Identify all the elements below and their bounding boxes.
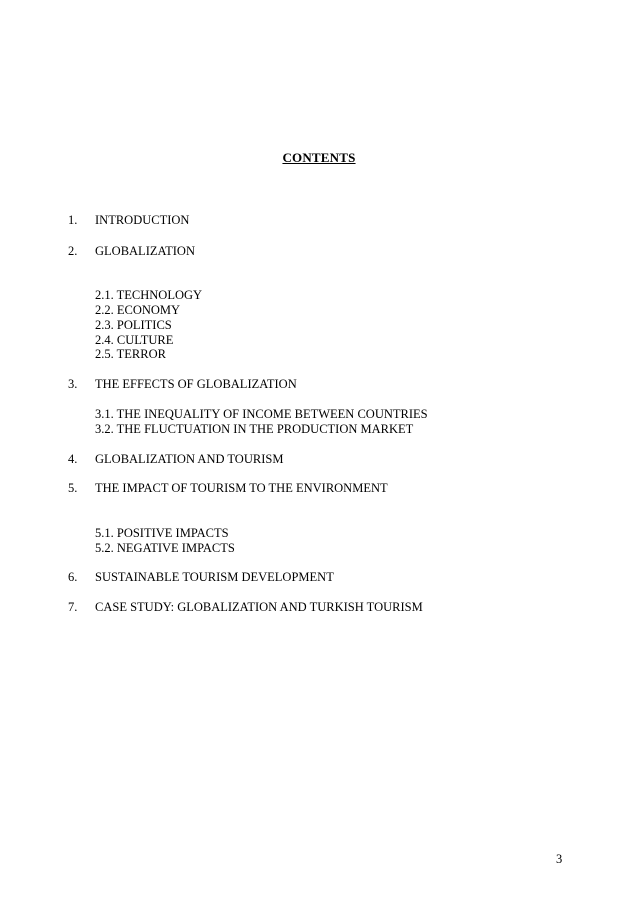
toc-subentry-2-4: 2.4. CULTURE [95, 333, 174, 347]
toc-subentry-2-5: 2.5. TERROR [95, 347, 166, 361]
toc-entry-number: 3. [68, 377, 78, 391]
toc-entry-label: SUSTAINABLE TOURISM DEVELOPMENT [95, 570, 334, 584]
toc-subentry-2-1: 2.1. TECHNOLOGY [95, 288, 203, 302]
toc-entry-4 [68, 452, 283, 467]
toc-entry-5 [68, 481, 388, 496]
toc-entry-number: 5. [68, 481, 78, 495]
toc-entry-label: INTRODUCTION [95, 213, 190, 227]
toc-subentry-3-1: 3.1. THE INEQUALITY OF INCOME BETWEEN COUNTRIES [95, 407, 428, 421]
toc-subentry-2-2: 2.2. ECONOMY [95, 303, 181, 317]
contents-title: CONTENTS [282, 150, 356, 165]
toc-entry-label: THE EFFECTS OF GLOBALIZATION [95, 377, 297, 391]
toc-entry-7 [68, 600, 423, 615]
toc-entry-3 [68, 377, 297, 392]
toc-subentry-2-3: 2.3. POLITICS [95, 318, 172, 332]
toc-entry-number: 1. [68, 213, 78, 227]
toc-entry-label: THE IMPACT OF TOURISM TO THE ENVIRONMENT [95, 481, 388, 495]
toc-entry-number: 4. [68, 452, 78, 466]
toc-entry-label: GLOBALIZATION AND TOURISM [95, 452, 284, 466]
toc-entry-number: 7. [68, 600, 78, 614]
toc-subentry-5-1: 5.1. POSITIVE IMPACTS [95, 526, 229, 540]
toc-subentry-5-2: 5.2. NEGATIVE IMPACTS [95, 541, 235, 555]
toc-entry-number: 6. [68, 570, 78, 584]
toc-entry-number: 2. [68, 244, 78, 258]
toc-subentry-3-2: 3.2. THE FLUCTUATION IN THE PRODUCTION MARKET [95, 422, 414, 436]
page-number: 3 [556, 852, 563, 866]
toc-entry-2 [68, 244, 195, 259]
toc-entry-label: CASE STUDY: GLOBALIZATION AND TURKISH TOURISM [95, 600, 423, 614]
toc-entry-6 [68, 570, 334, 585]
toc-entry-label: GLOBALIZATION [95, 244, 195, 258]
toc-entry-1 [68, 213, 189, 228]
